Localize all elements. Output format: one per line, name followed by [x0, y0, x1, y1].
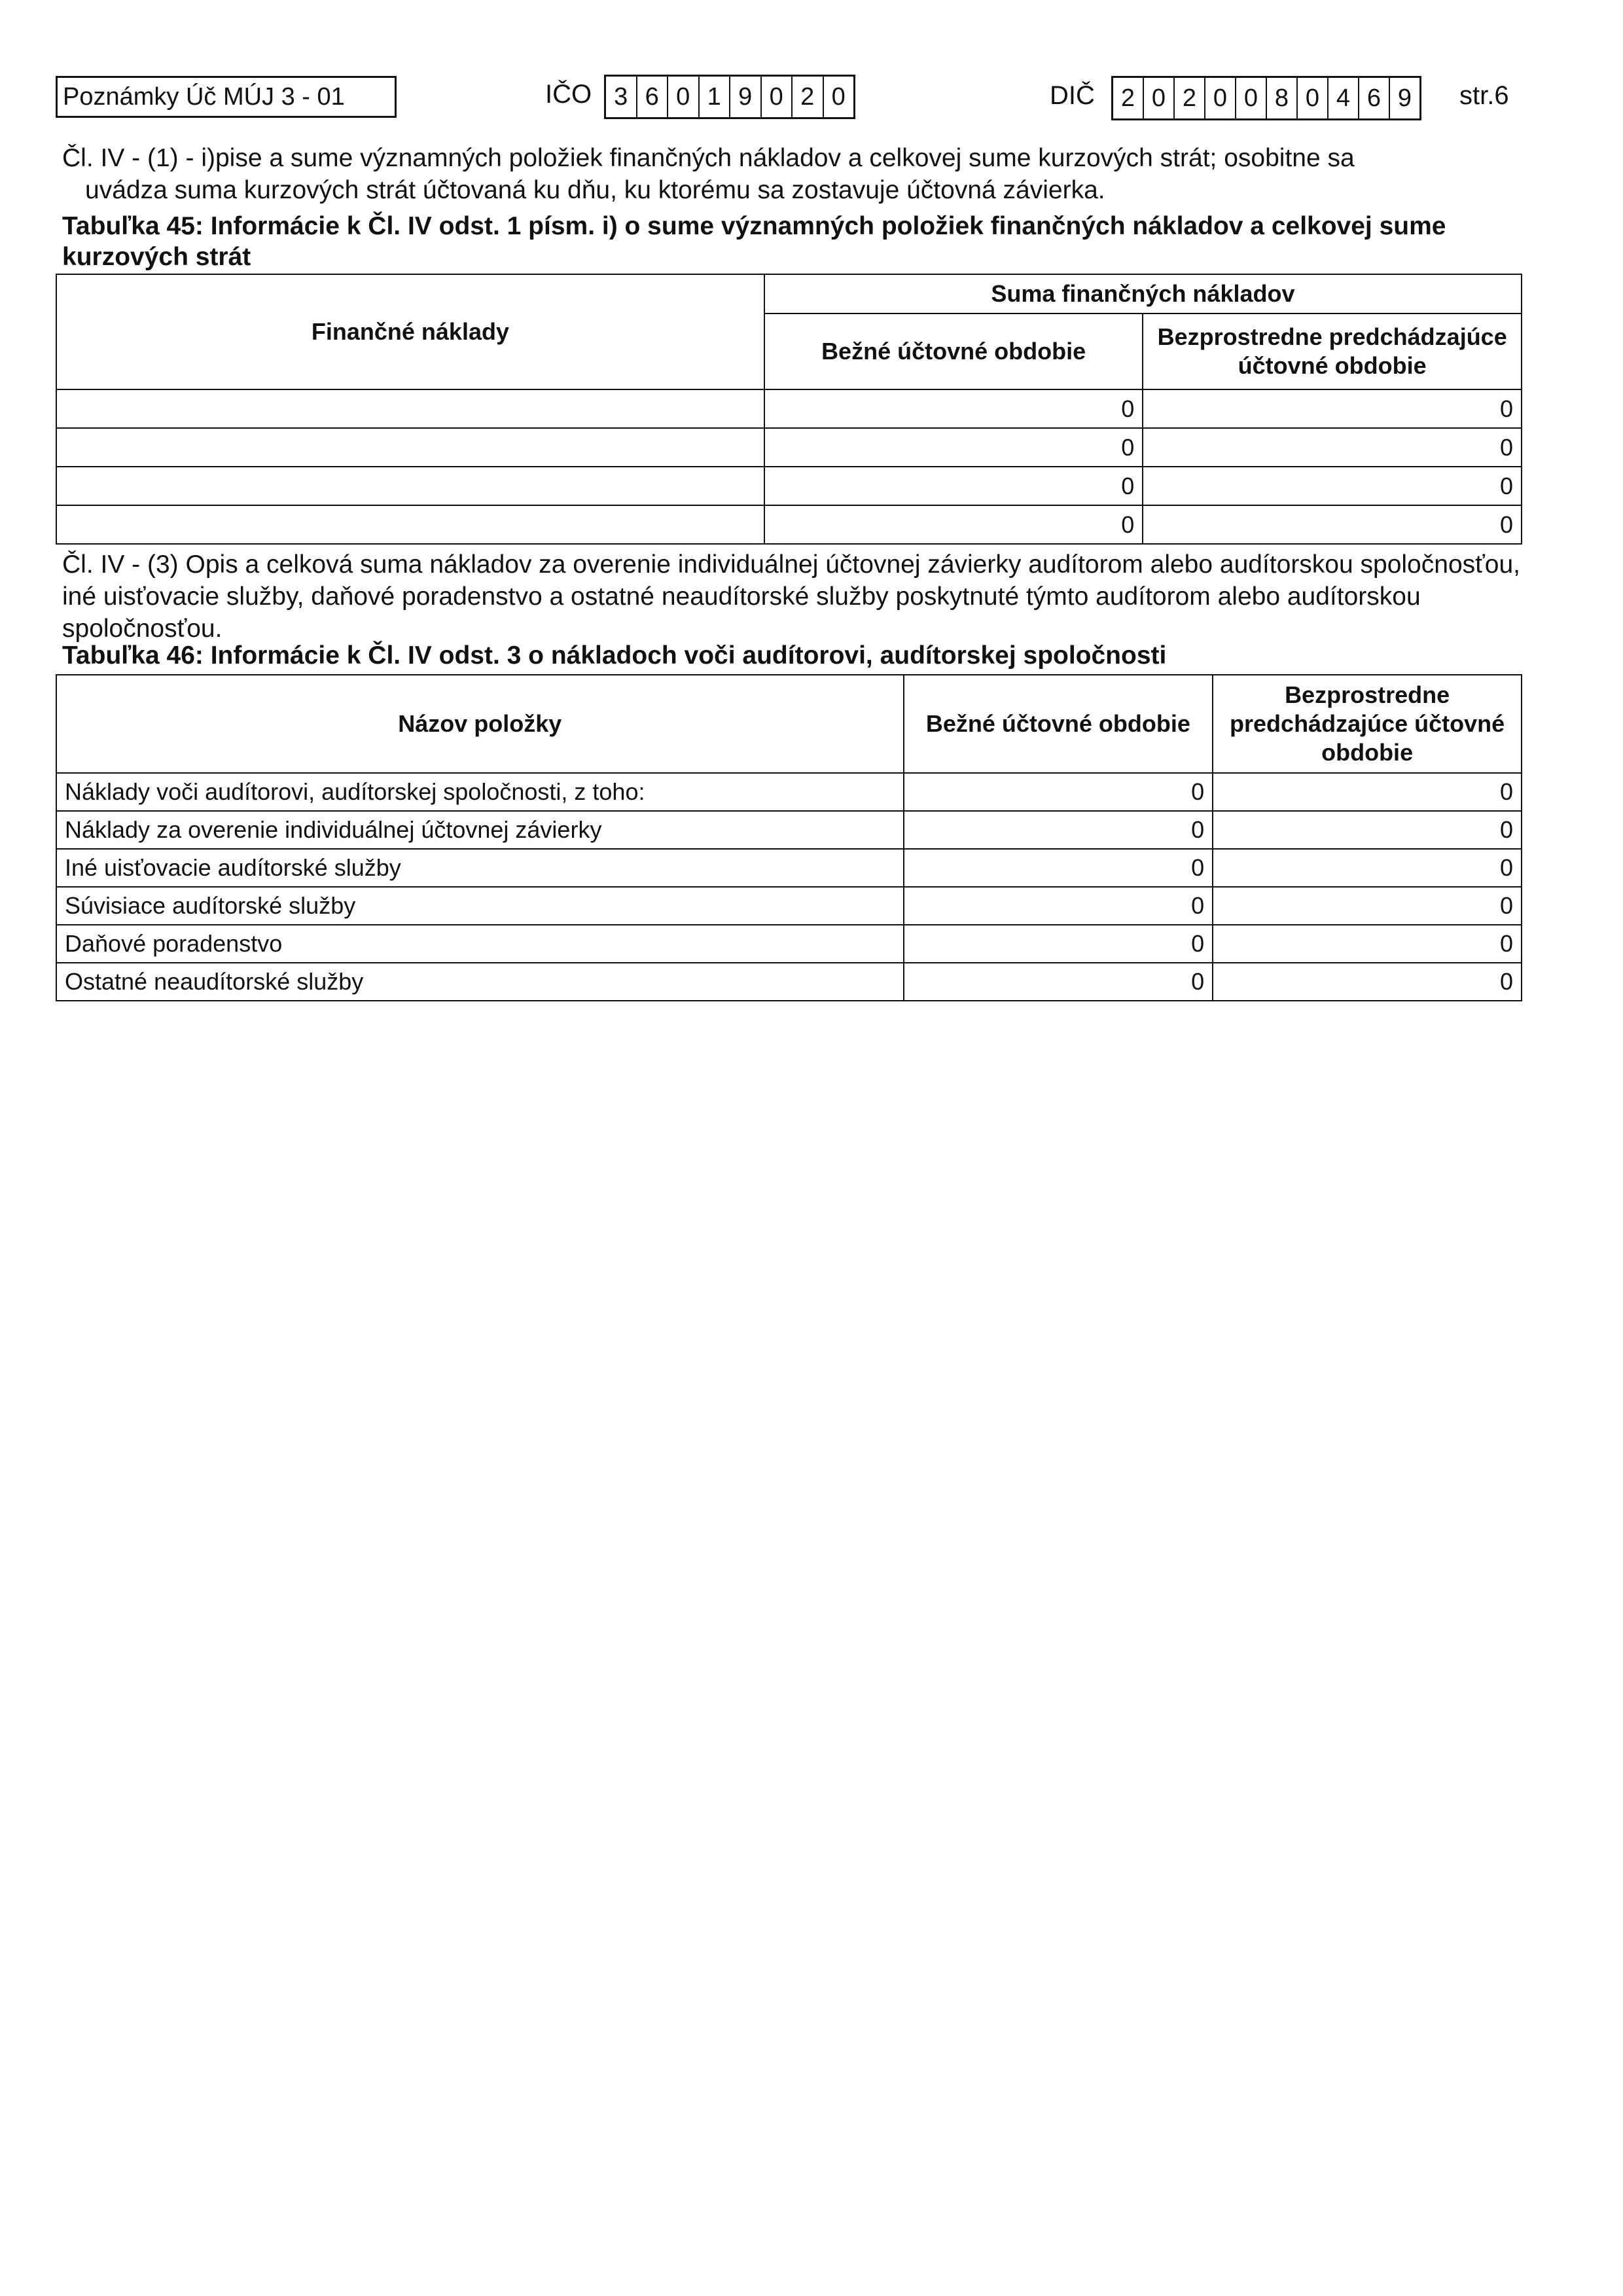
cell-previous: 0	[1213, 925, 1522, 963]
table-row	[56, 887, 1522, 925]
digit-cell: 2	[1173, 78, 1204, 118]
section3-text: Čl. IV - (3) Opis a celková suma nákladov za overenie individuálnej účtovnej závierky audítorom alebo audítorskou spoločnosťou, iné uisťovacie služby, daňové poradenstvo a ostatné neaudítorské služby poskytnuté týmto audítorom alebo audítorskou spoločnosťou.	[62, 550, 1520, 643]
cell-previous: 0	[1143, 428, 1522, 467]
table-row	[56, 467, 1522, 505]
digit-cell: 6	[1358, 78, 1389, 118]
cell-previous: 0	[1213, 963, 1522, 1001]
cell-previous: 0	[1213, 887, 1522, 925]
page-number: str.6	[1459, 81, 1509, 110]
col-header-group: Suma finančných nákladov	[764, 274, 1522, 314]
table-46	[56, 674, 1522, 1001]
digit-cell: 2	[1120, 84, 1135, 112]
col-header-current: Bežné účtovné obdobie	[764, 314, 1143, 389]
digit-cell: 6	[636, 77, 668, 117]
digit-cell: 0	[1235, 78, 1266, 118]
table-row	[56, 925, 1522, 963]
cell-current: 0	[764, 505, 1143, 544]
table-row	[56, 428, 1522, 467]
cell-previous: 0	[1143, 505, 1522, 544]
digit-cell: 2	[791, 77, 823, 117]
cell-item	[56, 505, 764, 544]
digit-cell: 0	[760, 77, 792, 117]
dic-digits	[1111, 76, 1421, 120]
section1-text-line1: Čl. IV - (1) - i)pise a sume významných položiek finančných nákladov a celkovej sume kurzových strát; osobitne sa	[62, 144, 1355, 172]
cell-item: Iné uisťovacie audítorské služby	[56, 849, 904, 887]
col-header-previous: Bezprostredne predchádzajúce účtovné obdobie	[1213, 675, 1522, 773]
digit-cell: 1	[698, 77, 730, 117]
digit-cell: 9	[729, 77, 760, 117]
cell-item: Ostatné neaudítorské služby	[56, 963, 904, 1001]
cell-item: Daňové poradenstvo	[56, 925, 904, 963]
digit-cell: 0	[1204, 78, 1235, 118]
cell-previous: 0	[1213, 811, 1522, 849]
dic-label: DIČ	[1050, 81, 1095, 110]
table45-title: Tabuľka 45: Informácie k Čl. IV odst. 1 písm. i) o sume významných položiek finančných nákladov a celkovej sume kurzových strát	[62, 212, 1446, 271]
digit-cell: 0	[667, 77, 698, 117]
cell-item	[56, 428, 764, 467]
cell-current: 0	[904, 811, 1213, 849]
cell-current: 0	[904, 963, 1213, 1001]
table-row	[56, 505, 1522, 544]
col-header-item: Názov položky	[56, 675, 904, 773]
digit-cell: 0	[1143, 78, 1173, 118]
cell-previous: 0	[1213, 773, 1522, 811]
cell-current: 0	[904, 773, 1213, 811]
cell-current: 0	[904, 849, 1213, 887]
digit-cell: 0	[823, 77, 854, 117]
col-header-current: Bežné účtovné obdobie	[904, 675, 1213, 773]
digit-cell: 0	[1296, 78, 1327, 118]
cell-item: Náklady voči audítorovi, audítorskej spoločnosti, z toho:	[56, 773, 904, 811]
cell-current: 0	[764, 467, 1143, 505]
table-row	[56, 389, 1522, 428]
cell-previous: 0	[1213, 849, 1522, 887]
cell-item: Súvisiace audítorské služby	[56, 887, 904, 925]
section1-text-line2: uvádza suma kurzových strát účtovaná ku dňu, ku ktorému sa zostavuje účtovná závierka.	[85, 176, 1105, 204]
digit-cell: 9	[1389, 78, 1419, 118]
cell-current: 0	[764, 389, 1143, 428]
col-header-previous: Bezprostredne predchádzajúce účtovné obdobie	[1143, 314, 1522, 389]
cell-item: Náklady za overenie individuálnej účtovnej závierky	[56, 811, 904, 849]
digit-cell: 3	[614, 83, 628, 111]
col-header-item: Finančné náklady	[56, 274, 764, 389]
cell-current: 0	[764, 428, 1143, 467]
table-row	[56, 773, 1522, 811]
form-name-box: Poznámky Úč MÚJ 3 - 01	[56, 76, 397, 118]
cell-item	[56, 389, 764, 428]
table46-title: Tabuľka 46: Informácie k Čl. IV odst. 3 o nákladoch voči audítorovi, audítorskej spoločnosti	[62, 641, 1167, 670]
cell-item	[56, 467, 764, 505]
cell-current: 0	[904, 925, 1213, 963]
ico-label: IČO	[545, 80, 592, 109]
cell-current: 0	[904, 887, 1213, 925]
table-row	[56, 963, 1522, 1001]
cell-previous: 0	[1143, 389, 1522, 428]
digit-cell: 8	[1266, 78, 1296, 118]
table-45	[56, 274, 1522, 545]
ico-digits	[604, 75, 855, 119]
table-row	[56, 849, 1522, 887]
cell-previous: 0	[1143, 467, 1522, 505]
digit-cell: 4	[1327, 78, 1358, 118]
table-row	[56, 811, 1522, 849]
